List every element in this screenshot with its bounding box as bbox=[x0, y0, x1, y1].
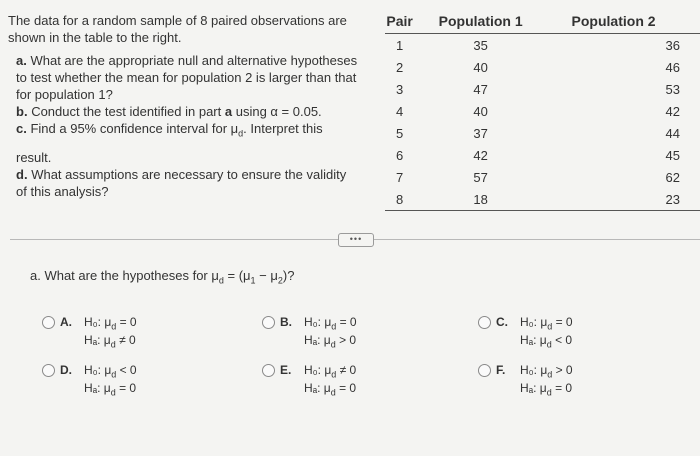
table-row: 4 40 42 bbox=[395, 103, 680, 119]
table-row: 2 40 46 bbox=[395, 59, 680, 75]
part-a: a. What are the appropriate null and alternative hypotheses bbox=[16, 53, 358, 68]
option-d[interactable]: D. H₀: $\mu_d < 0$ Hₐ: $\mu_d = 0$ bbox=[42, 362, 242, 398]
header-population-2: Population 2 bbox=[547, 10, 700, 34]
problem-statement bbox=[8, 12, 380, 200]
data-table bbox=[385, 10, 700, 211]
question-a: a. What are the hypotheses for $\mu_d = (\mu_1 - \mu_2)$? bbox=[30, 268, 295, 286]
expand-more-button[interactable]: ••• bbox=[338, 233, 374, 247]
part-a-line-3: for population 1? bbox=[16, 87, 113, 102]
radio-option-d[interactable] bbox=[42, 364, 55, 377]
radio-option-e[interactable] bbox=[262, 364, 275, 377]
part-a-line-2: to test whether the mean for population 2 is larger than that bbox=[16, 70, 357, 85]
radio-option-c[interactable] bbox=[478, 316, 491, 329]
option-b[interactable]: B. H₀: $\mu_d = 0$ Hₐ: $\mu_d > 0$ bbox=[262, 314, 462, 350]
option-f[interactable]: F. H₀: $\mu_d > 0$ Hₐ: $\mu_d = 0$ bbox=[478, 362, 678, 398]
table-row: 1 35 36 bbox=[395, 37, 680, 53]
part-d-line-2: of this analysis? bbox=[16, 183, 109, 199]
table-row: 8 18 23 bbox=[385, 188, 700, 211]
header-population-1: Population 1 bbox=[414, 10, 547, 34]
option-c[interactable]: C. H₀: $\mu_d = 0$ Hₐ: $\mu_d < 0$ bbox=[478, 314, 678, 350]
table-row: 3 47 53 bbox=[395, 81, 680, 97]
intro-line-2: shown in the table to the right. bbox=[8, 30, 182, 45]
part-c-line-2: result. bbox=[16, 149, 52, 165]
radio-option-a[interactable] bbox=[42, 316, 55, 329]
table-row: 6 42 45 bbox=[395, 147, 680, 163]
radio-option-f[interactable] bbox=[478, 364, 491, 377]
part-d: d. What assumptions are necessary to ensure the validity bbox=[16, 166, 347, 182]
part-b: b. Conduct the test identified in part a using α = 0.05. bbox=[16, 104, 322, 119]
table-row: 5 37 44 bbox=[395, 125, 680, 141]
problem-parts bbox=[16, 52, 380, 200]
intro-line-1: The data for a random sample of 8 paired observations are bbox=[8, 13, 347, 28]
option-e[interactable]: E. H₀: $\mu_d \ne 0$ Hₐ: $\mu_d = 0$ bbox=[262, 362, 462, 398]
table-row: 7 57 62 bbox=[395, 169, 680, 185]
radio-option-b[interactable] bbox=[262, 316, 275, 329]
header-pair: Pair bbox=[385, 10, 414, 34]
table-header-row bbox=[385, 10, 700, 34]
part-c: c. Find a 95% confidence interval for $\mu_d$. Interpret this bbox=[16, 121, 323, 139]
option-a[interactable]: A. H₀: $\mu_d = 0$ Hₐ: $\mu_d \ne 0$ bbox=[42, 314, 242, 350]
